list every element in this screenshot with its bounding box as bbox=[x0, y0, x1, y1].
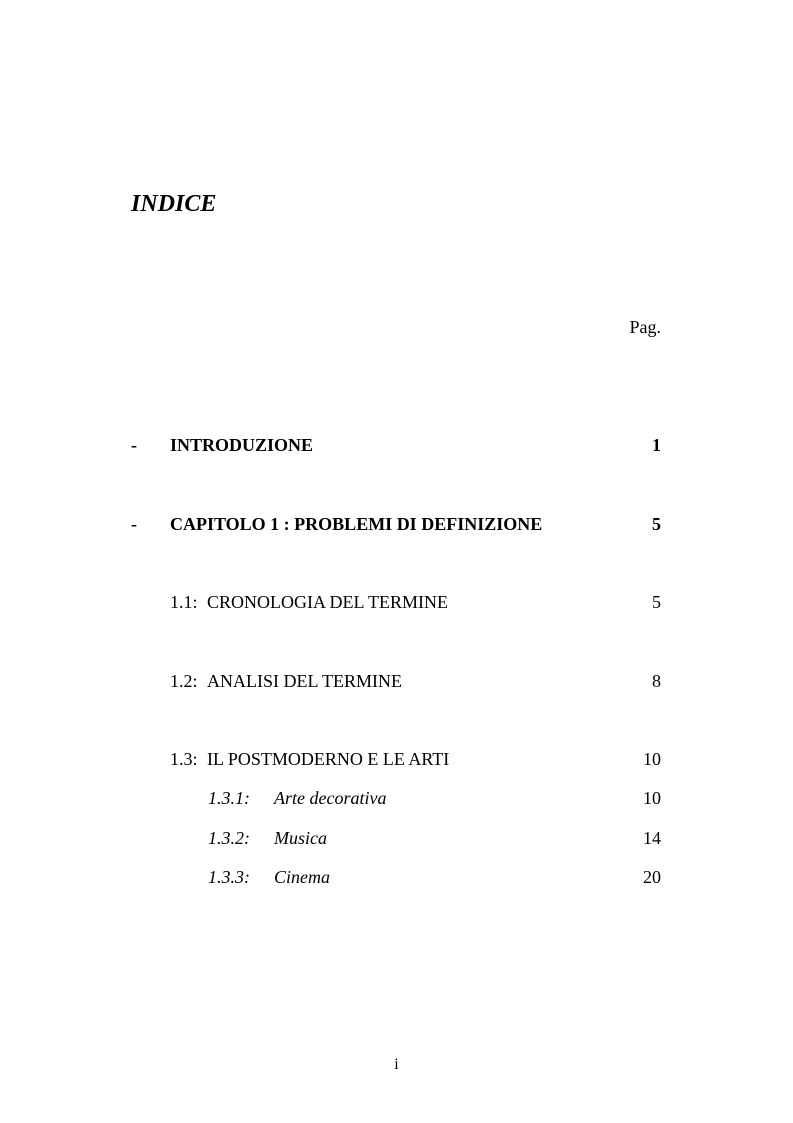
document-title: INDICE bbox=[131, 191, 217, 217]
toc-subsection-title: Arte decorativa bbox=[274, 788, 387, 808]
toc-page-number: 1 bbox=[652, 435, 661, 455]
toc-page-number: 20 bbox=[643, 867, 661, 887]
toc-section-number: 1.2: bbox=[170, 671, 198, 691]
toc-page-number: 5 bbox=[652, 514, 661, 534]
toc-page-number: 10 bbox=[643, 749, 661, 769]
toc-page-number: 8 bbox=[652, 671, 661, 691]
toc-entry-label: INTRODUZIONE bbox=[170, 435, 314, 455]
footer-page-number: i bbox=[394, 1056, 399, 1073]
toc-subsection-title: Cinema bbox=[274, 867, 330, 887]
toc-entry-subsection-1-3-2[interactable] bbox=[0, 826, 793, 850]
toc-entry-label bbox=[208, 865, 330, 889]
toc-subsection-number: 1.3.3: bbox=[208, 867, 250, 887]
toc-entry-section-1-3[interactable] bbox=[0, 747, 793, 771]
toc-entry-capitolo-1[interactable] bbox=[0, 512, 793, 536]
toc-entry-section-1-1[interactable] bbox=[0, 590, 793, 614]
toc-section-title: IL POSTMODERNO E LE ARTI bbox=[207, 749, 450, 769]
toc-entry-section-1-2[interactable] bbox=[0, 669, 793, 693]
toc-entry-label: CAPITOLO 1 : PROBLEMI DI DEFINIZIONE bbox=[170, 514, 543, 534]
toc-entry-label bbox=[170, 590, 448, 614]
toc-entry-label bbox=[208, 826, 327, 850]
toc-subsection-title: Musica bbox=[274, 828, 327, 848]
toc-entry-label bbox=[170, 669, 402, 693]
toc-section-title: ANALISI DEL TERMINE bbox=[207, 671, 402, 691]
toc-section-number: 1.3: bbox=[170, 749, 198, 769]
toc-subsection-number: 1.3.1: bbox=[208, 788, 250, 808]
toc-entry-label bbox=[170, 747, 449, 771]
toc-page-number: 5 bbox=[652, 592, 661, 612]
toc-page-number: 14 bbox=[643, 828, 661, 848]
toc-entry-subsection-1-3-3[interactable] bbox=[0, 865, 793, 889]
toc-bullet: - bbox=[131, 514, 137, 534]
toc-entry-subsection-1-3-1[interactable] bbox=[0, 786, 793, 810]
toc-bullet: - bbox=[131, 435, 137, 455]
toc-section-number: 1.1: bbox=[170, 592, 198, 612]
page-column-label: Pag. bbox=[629, 317, 661, 337]
toc-page-number: 10 bbox=[643, 788, 661, 808]
toc-subsection-number: 1.3.2: bbox=[208, 828, 250, 848]
toc-section-title: CRONOLOGIA DEL TERMINE bbox=[207, 592, 448, 612]
toc-entry-label bbox=[208, 786, 386, 810]
toc-entry-introduzione[interactable] bbox=[0, 433, 793, 457]
